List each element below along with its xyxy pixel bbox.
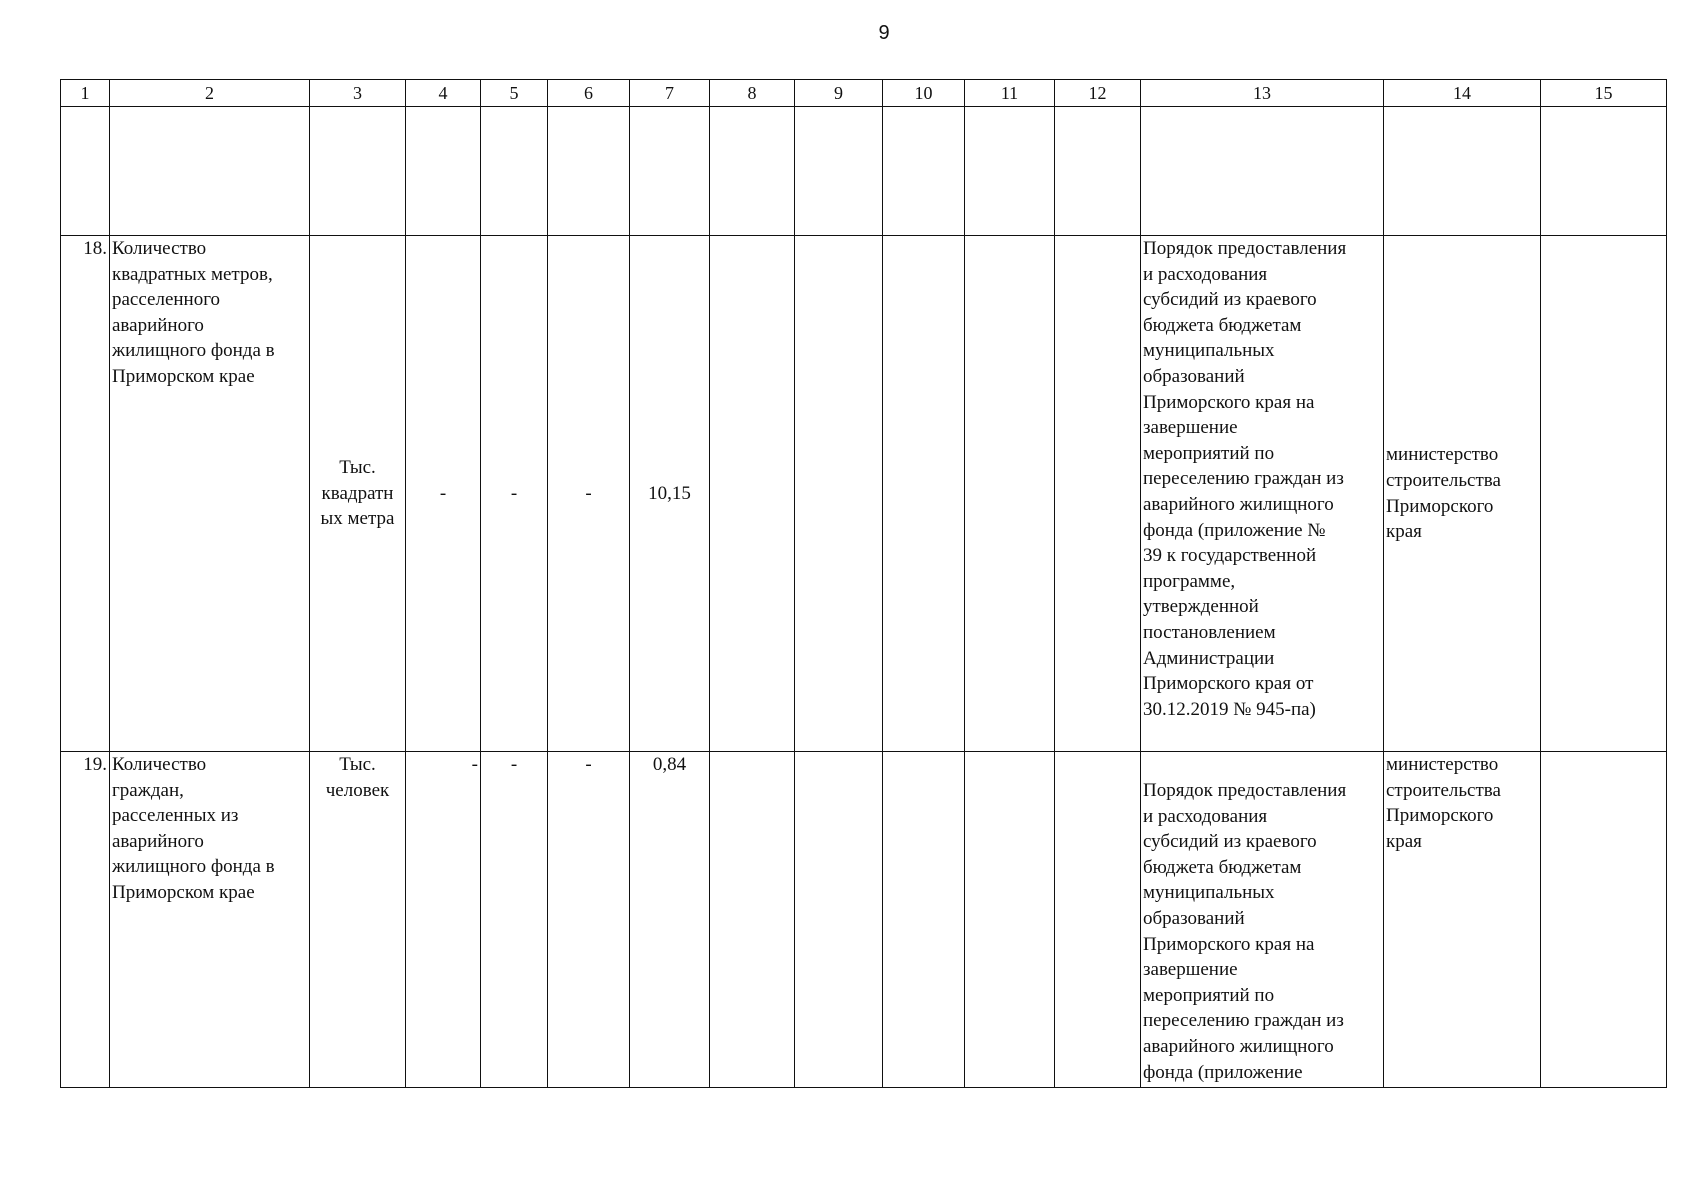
- table-row-18: [61, 236, 1667, 752]
- empty-cell: [110, 107, 310, 236]
- empty-cell: [481, 107, 548, 236]
- value-col-5: -: [481, 236, 548, 752]
- column-header: 12: [1055, 80, 1141, 107]
- empty-cell: [1141, 107, 1384, 236]
- indicators-table: [60, 79, 1667, 1088]
- table-row-19: [61, 752, 1667, 1088]
- continuation-row: [61, 107, 1667, 236]
- column-header: 5: [481, 80, 548, 107]
- column-header: 1: [61, 80, 110, 107]
- unit-cell: Тыс. человек: [310, 752, 406, 1088]
- column-header: 8: [710, 80, 795, 107]
- value-col-5: -: [481, 752, 548, 1088]
- empty-cell: [883, 752, 965, 1088]
- value-col-6: -: [548, 752, 630, 1088]
- indicator-name: Количество граждан, расселенных из аварийного жилищного фонда в Приморском крае: [110, 752, 310, 1088]
- empty-cell: [965, 236, 1055, 752]
- row-number: 19.: [61, 752, 110, 1088]
- unit-cell: Тыс. квадратн ых метра: [310, 236, 406, 752]
- indicator-name: Количество квадратных метров, расселенного аварийного жилищного фонда в Приморском крае: [110, 236, 310, 752]
- regulation-document: Порядок предоставления и расходования субсидий из краевого бюджета бюджетам муниципальных образований Приморского края на завершение мероприятий по переселению граждан из аварийного жилищного фонда (приложение № 39 к государственной программе, утвержденной постановлением Администрации Приморского края от 30.12.2019 № 945-па): [1141, 236, 1384, 752]
- empty-cell: [883, 236, 965, 752]
- column-header: 10: [883, 80, 965, 107]
- value-col-4: -: [406, 752, 481, 1088]
- column-header: 3: [310, 80, 406, 107]
- value-col-7: 0,84: [630, 752, 710, 1088]
- responsible-body: министерство строительства Приморского края: [1384, 752, 1541, 1088]
- empty-cell: [1055, 236, 1141, 752]
- column-header: 15: [1541, 80, 1667, 107]
- value-col-6: -: [548, 236, 630, 752]
- value-col-4: -: [406, 236, 481, 752]
- empty-cell: [883, 107, 965, 236]
- empty-cell: [1055, 107, 1141, 236]
- empty-cell: [1541, 752, 1667, 1088]
- empty-cell: [1384, 107, 1541, 236]
- column-header: 13: [1141, 80, 1384, 107]
- column-number-row: [61, 80, 1667, 107]
- empty-cell: [795, 236, 883, 752]
- empty-cell: [710, 236, 795, 752]
- responsible-body: министерство строительства Приморского края: [1384, 236, 1541, 752]
- regulation-document-cell: [1141, 752, 1384, 1088]
- column-header: 2: [110, 80, 310, 107]
- row-number: 18.: [61, 236, 110, 752]
- value-col-7: 10,15: [630, 236, 710, 752]
- column-header: 9: [795, 80, 883, 107]
- empty-cell: [795, 752, 883, 1088]
- empty-cell: [710, 752, 795, 1088]
- empty-cell: [1055, 752, 1141, 1088]
- column-header: 4: [406, 80, 481, 107]
- empty-cell: [630, 107, 710, 236]
- empty-cell: [965, 752, 1055, 1088]
- empty-cell: [795, 107, 883, 236]
- empty-cell: [710, 107, 795, 236]
- empty-cell: [1541, 236, 1667, 752]
- regulation-document: Порядок предоставления и расходования субсидий из краевого бюджета бюджетам муниципальных образований Приморского края на завершение мероприятий по переселению граждан из аварийного жилищного фонда (приложение: [1143, 780, 1347, 1083]
- empty-cell: [61, 107, 110, 236]
- column-header: 6: [548, 80, 630, 107]
- column-header: 11: [965, 80, 1055, 107]
- column-header: 14: [1384, 80, 1541, 107]
- column-header: 7: [630, 80, 710, 107]
- empty-cell: [1541, 107, 1667, 236]
- empty-cell: [548, 107, 630, 236]
- empty-cell: [965, 107, 1055, 236]
- page-number: 9: [878, 22, 890, 44]
- empty-cell: [310, 107, 406, 236]
- empty-cell: [406, 107, 481, 236]
